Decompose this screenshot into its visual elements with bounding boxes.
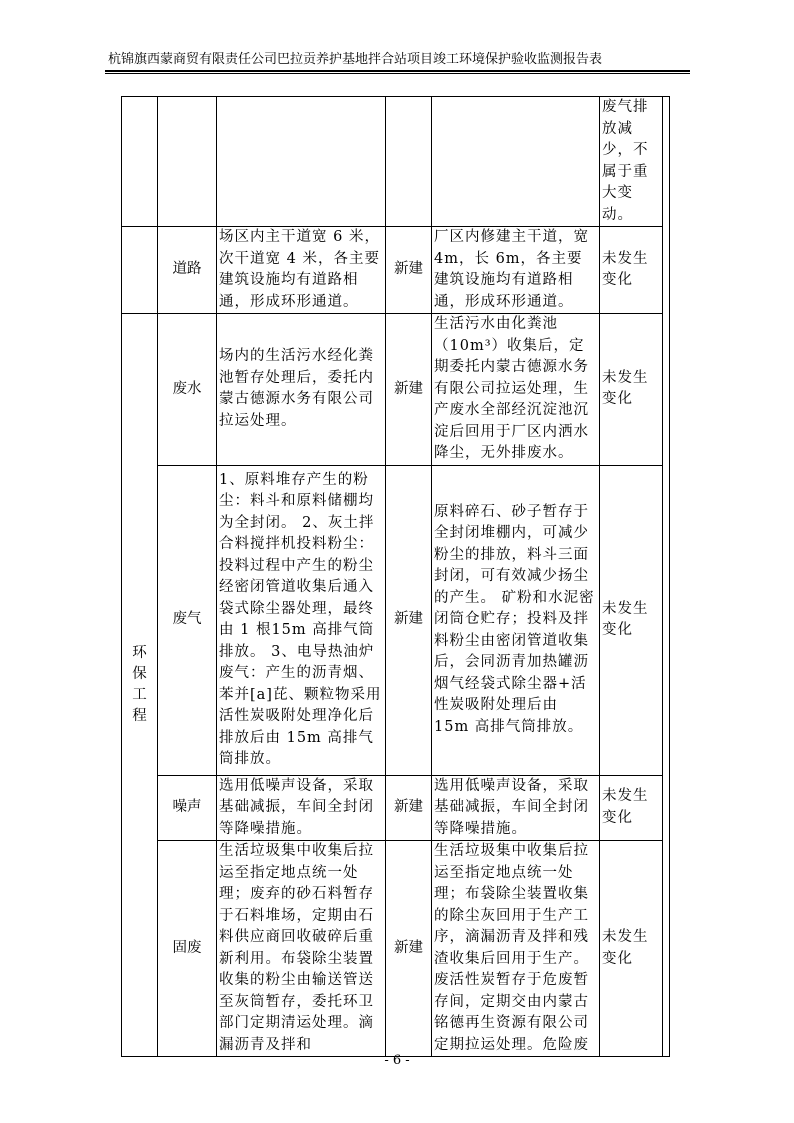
row-change: 未发生变化: [600, 465, 663, 775]
row-actual: 生活垃圾集中收集后拉运至指定地点统一处理；布袋除尘装置收集的除尘灰回用于生产工序，滴漏沥青及拌和残渣收集后回用于生产。废活性炭暂存于危废暂存间，定期交由内蒙古铭德再生资源有限公司定期拉运处理。危险废: [432, 841, 600, 1057]
row-plan: 生活垃圾集中收集后拉运至指定地点统一处理；废弃的砂石料暂存于石料堆场，定期由石料供应商回收破碎后重新利用。布袋除尘装置收集的粉尘由输送管送至灰筒暂存，委托环卫部门定期清运处理。滴漏沥青及拌和: [217, 841, 386, 1057]
row-type: [386, 97, 432, 227]
table-row: [122, 227, 670, 314]
table-row: [122, 775, 670, 841]
header-rule-thin: [105, 73, 690, 74]
row-actual: 厂区内修建主干道，宽4m，长 6m，各主要建筑设施均有道路相通，形成环形通道。: [432, 227, 600, 314]
row-name: 固废: [158, 841, 217, 1057]
row-name: 道路: [158, 227, 217, 314]
row-plan: 场区内主干道宽 6 米，次干道宽 4 米，各主要建筑设施均有道路相通，形成环形通道。: [217, 227, 386, 314]
category-label: 环保工程: [132, 644, 147, 724]
header-rule-thick: [105, 70, 690, 72]
row-actual: 选用低噪声设备，采取基础减振，车间全封闭等降噪措施。: [432, 775, 600, 841]
table-edge-column: [663, 97, 670, 1057]
table-row: [122, 841, 670, 1057]
row-change: 未发生变化: [600, 775, 663, 841]
row-name: 废水: [158, 314, 217, 466]
row-type: 新建: [386, 227, 432, 314]
table-row: [122, 314, 670, 466]
row-plan: 场内的生活污水经化粪池暂存处理后，委托内蒙古德源水务有限公司拉运处理。: [217, 314, 386, 466]
row-change: 未发生变化: [600, 841, 663, 1057]
table-cell-blank-category: [122, 97, 158, 227]
row-change: 废气排放减少，不属于重大变动。: [600, 97, 663, 227]
row-type: 新建: [386, 841, 432, 1057]
row-type: 新建: [386, 314, 432, 466]
row-name: [158, 97, 217, 227]
row-type: 新建: [386, 775, 432, 841]
row-actual: [432, 97, 600, 227]
environmental-table: [121, 96, 670, 1057]
row-actual: 生活污水由化粪池（10m³）收集后，定期委托内蒙古德源水务有限公司拉运处理，生产废水全部经沉淀池沉淀后回用于厂区内洒水降尘，无外排废水。: [432, 314, 600, 466]
category-cell: [122, 314, 158, 1057]
table-row: [122, 97, 670, 227]
row-plan: 选用低噪声设备，采取基础减振，车间全封闭等降噪措施。: [217, 775, 386, 841]
row-name: 噪声: [158, 775, 217, 841]
row-change: 未发生变化: [600, 314, 663, 466]
row-actual: 原料碎石、砂子暂存于全封闭堆棚内，可减少粉尘的排放，料斗三面封闭，可有效减少扬尘的产生。 矿粉和水泥密闭筒仓贮存；投料及拌料粉尘由密闭管道收集后，会同沥青加热罐沥烟气经袋式除尘器+活性炭吸附处理后由 15m 高排气筒排放。: [432, 465, 600, 775]
table-cell-blank-category: [122, 227, 158, 314]
row-name: 废气: [158, 465, 217, 775]
page-number: - 6 -: [384, 1053, 410, 1068]
table-row: [122, 465, 670, 775]
row-plan: 1、原料堆存产生的粉尘：料斗和原料储棚均为全封闭。 2、灰土拌合料搅拌机投料粉尘：投料过程中产生的粉尘经密闭管道收集后通入袋式除尘器处理，最终由 1 根15m 高排气筒排放。 3、电导热油炉废气：产生的沥青烟、苯并[a]芘、颗粒物采用活性炭吸附处理净化后排放后由 15m 高排气筒排放。: [217, 465, 386, 775]
page-header: 杭锦旗西蒙商贸有限责任公司巴拉贡养护基地拌合站项目竣工环境保护验收监测报告表: [108, 52, 603, 67]
row-plan: [217, 97, 386, 227]
row-type: 新建: [386, 465, 432, 775]
row-change: 未发生变化: [600, 227, 663, 314]
